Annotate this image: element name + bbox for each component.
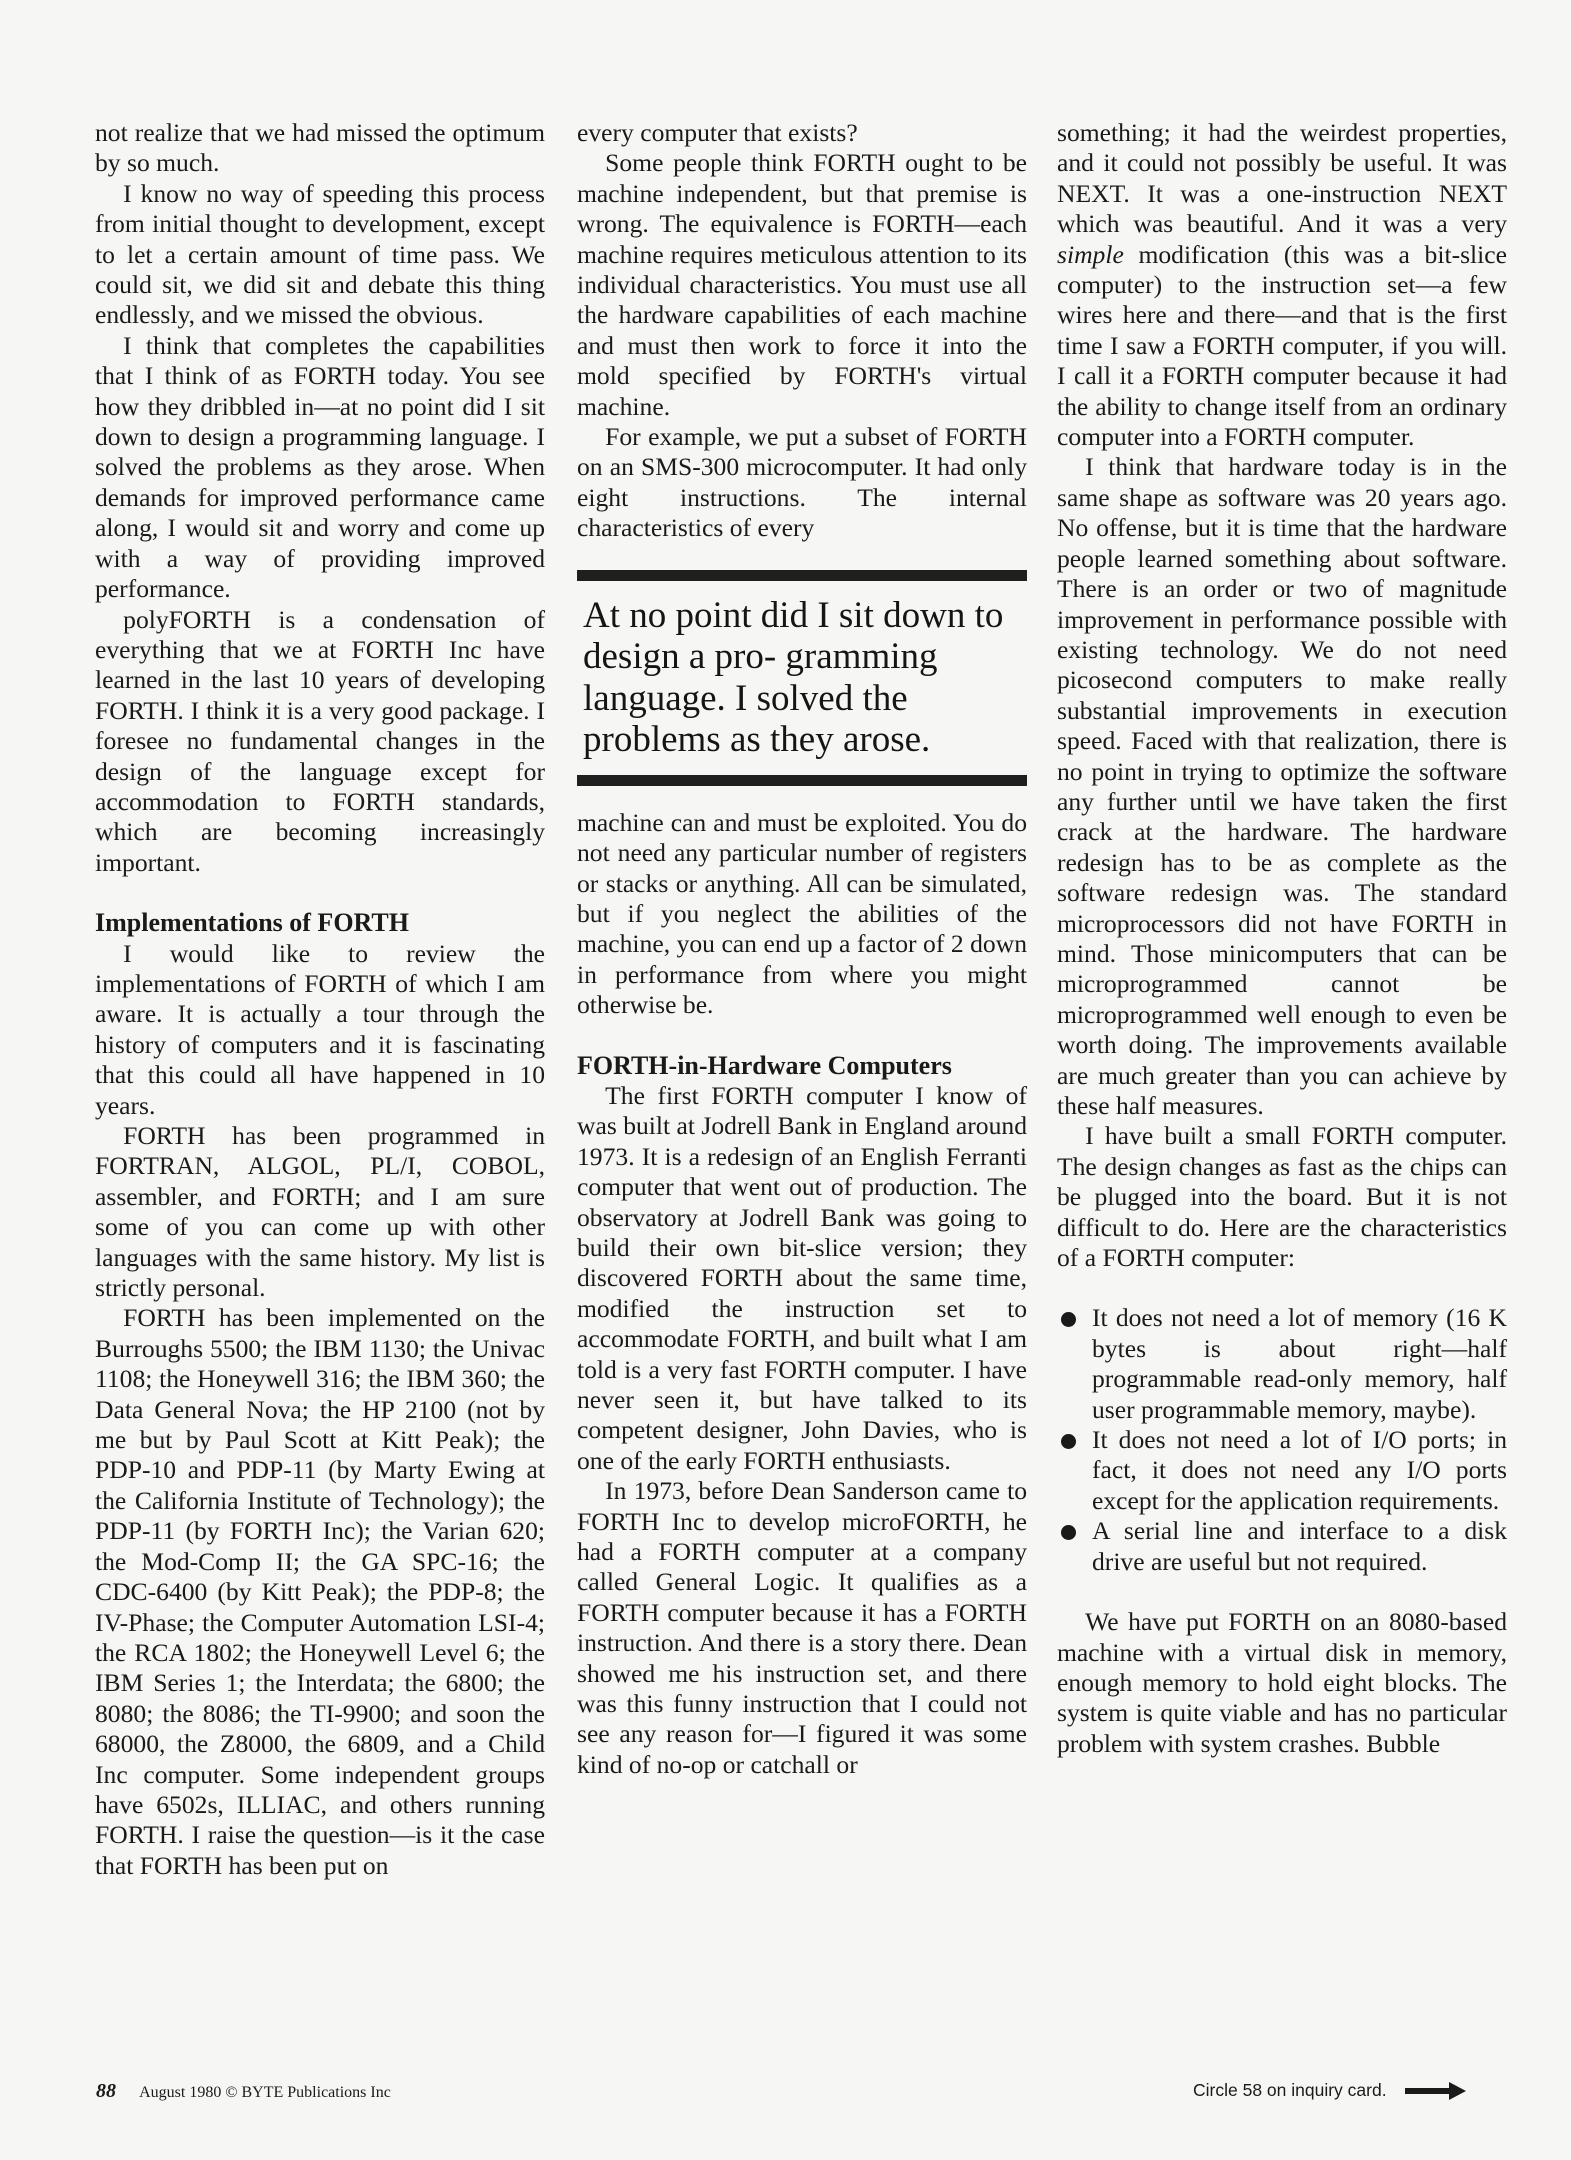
paragraph: polyFORTH is a condensation of everything that we at FORTH Inc have learned in the last 10 years of developing FORTH. I think it is a very good package. I foresee no fundamental changes in the design of the language except for accommodation to FORTH standards, which are becoming increasingly important. <box>95 604 545 877</box>
list-item-text: It does not need a lot of memory (16 K bytes is about right—half programmable read-only memory, half user programmable memory, maybe). <box>1092 1303 1507 1424</box>
list-item <box>1057 1516 1507 1577</box>
paragraph: FORTH has been programmed in FORTRAN, ALGOL, PL/I, COBOL, assembler, and FORTH; and I am sure some of you can come up with other languages with the same history. My list is strictly personal. <box>95 1121 545 1303</box>
publication-credit: August 1980 © BYTE Publications Inc <box>139 2084 391 2101</box>
paragraph: not realize that we had missed the optimum by so much. <box>95 118 545 178</box>
list-item-text: A serial line and interface to a disk drive are useful but not required. <box>1092 1516 1507 1576</box>
paragraph: For example, we put a subset of FORTH on an SMS-300 microcomputer. It had only eight instructions. The internal characteristics of every <box>577 422 1027 543</box>
column-3 <box>1057 118 1507 1759</box>
paragraph: I have built a small FORTH computer. The design changes as fast as the chips can be plugged into the board. But it is not difficult to do. Here are the characteristics of a FORTH computer: <box>1057 1121 1507 1273</box>
paragraph: We have put FORTH on an 8080-based machine with a virtual disk in memory, enough memory to hold eight blocks. The system is quite viable and has no particular problem with system crashes. Bubble <box>1057 1607 1507 1758</box>
paragraph: I think that hardware today is in the same shape as software was 20 years ago. No offense, but it is time that the hardware people learned something about software. There is an order or two of magnitude improvement in performance possible with existing technology. We do not need picosecond computers to make really substantial improvements in execution speed. Faced with that realization, there is no point in trying to optimize the software any further until we have taken the first crack at the hardware. The hardware redesign has to be as complete as the software redesign was. The standard microprocessors did not have FORTH in mind. Those minicomputers that can be microprogrammed cannot be microprogrammed well enough to even be worth doing. The improvements available are much greater than you can achieve by these half measures. <box>1057 452 1507 1120</box>
section-heading-implementations: Implementations of FORTH <box>95 908 409 938</box>
paragraph: every computer that exists? <box>577 118 858 147</box>
bullet-icon <box>1061 1312 1076 1327</box>
paragraph: In 1973, before Dean Sanderson came to FORTH Inc to develop microFORTH, he had a FORTH computer at a company called General Logic. It qualifies as a FORTH computer because it has a FORTH instruction. And there is a story there. Dean showed me his instruction set, and there was this funny instruction that I could not see any reason for—I figured it was some kind of no-op or catchall or <box>577 1476 1027 1779</box>
pull-quote-text: At no point did I sit down to design a pro- gramming language. I solved the problems as they arose. <box>583 594 1004 761</box>
list-item <box>1057 1425 1507 1516</box>
bullet-icon <box>1061 1525 1076 1540</box>
text-run: something; it had the weirdest properties, and it could not possibly be useful. It was NEXT. It was a one-instruction NEXT which was beautiful. And it was a very <box>1057 118 1507 239</box>
paragraph: I think that completes the capabilities that I think of as FORTH today. You see how they dribbled in—at no point did I sit down to design a programming language. I solved the problems as they arose. When demands for improved performance came along, I would sit and worry and come up with a way of providing improved performance. <box>95 330 545 604</box>
list-item <box>1057 1303 1507 1425</box>
paragraph: The first FORTH computer I know of was built at Jodrell Bank in England around 1973. It is a redesign of an English Ferranti computer that went out of production. The observatory at Jodrell Bank was going to build their own bit-slice version; they discovered FORTH about the same time, modified the instruction set to accommodate FORTH, and built what I am told is a very fast FORTH computer. I have never seen it, but have talked to its competent designer, John Davies, who is one of the early FORTH enthusiasts. <box>577 1080 1027 1475</box>
paragraph: FORTH has been implemented on the Burroughs 5500; the IBM 1130; the Univac 1108; the Honeywell 316; the IBM 360; the Data General Nova; the HP 2100 (not by me but by Paul Scott at Kitt Peak); the PDP-10 and PDP-11 (by Marty Ewing at the California Institute of Technology); the PDP-11 (by FORTH Inc); the Varian 620; the Mod-Comp II; the GA SPC-16; the CDC-6400 (by Kitt Peak); the PDP-8; the IV-Phase; the Computer Automation LSI-4; the RCA 1802; the Honeywell Level 6; the IBM Series 1; the Interdata; the 6800; the 8080; the 8086; the TI-9900; and soon the 68000, the Z8000, the 6809, and a Child Inc computer. Some independent groups have 6502s, ILLIAC, and others running FORTH. I raise the question—is it the case that FORTH has been put on <box>95 1303 545 1880</box>
column-1 <box>95 118 545 1881</box>
characteristics-list <box>1057 1303 1507 1577</box>
section-heading-hardware-computers: FORTH-in-Hardware Computers <box>577 1050 952 1080</box>
emphasis: simple <box>1057 239 1124 269</box>
paragraph: Some people think FORTH ought to be machine independent, but that premise is wrong. The equivalence is FORTH—each machine requires meticulous attention to its individual characteristics. You must use all the hardware capabilities of each machine and must then work to force it into the mold specified by FORTH's virtual machine. <box>577 148 1027 421</box>
right-arrow-icon <box>1405 2082 1466 2100</box>
list-item-text: It does not need a lot of I/O ports; in fact, it does not need any I/O ports except for the application requirements. <box>1092 1425 1507 1515</box>
paragraph <box>1057 118 1507 452</box>
pull-quote-bottom-rule <box>577 775 1027 786</box>
pull-quote-top-rule <box>577 570 1027 581</box>
inquiry-note: Circle 58 on inquiry card. <box>1193 2080 1387 2100</box>
bullet-icon <box>1061 1434 1076 1449</box>
page-footer-right <box>1193 2080 1466 2101</box>
column-2 <box>577 118 1027 1780</box>
paragraph: I know no way of speeding this process from initial thought to development, except to let a certain amount of time pass. We could sit, we did sit and debate this thing endlessly, and we missed the obvious. <box>95 178 545 330</box>
paragraph: I would like to review the implementations of FORTH of which I am aware. It is actually a tour through the history of computers and it is fascinating that this could all have happened in 10 years. <box>95 938 545 1120</box>
page-number: 88 <box>96 2080 116 2102</box>
paragraph: machine can and must be exploited. You do not need any particular number of registers or stacks or anything. All can be simulated, but if you neglect the abilities of the machine, you can end up a factor of 2 down in performance from where you might otherwise be. <box>577 807 1027 1020</box>
pull-quote <box>577 570 1027 786</box>
text-run: modification (this was a bit-slice computer) to the instruction set—a few wires here and there—and that is the first time I saw a FORTH computer, if you will. I call it a FORTH computer because it had the ability to change itself from an ordinary computer into a FORTH computer. <box>1057 239 1507 452</box>
page-footer-left <box>96 2080 391 2103</box>
